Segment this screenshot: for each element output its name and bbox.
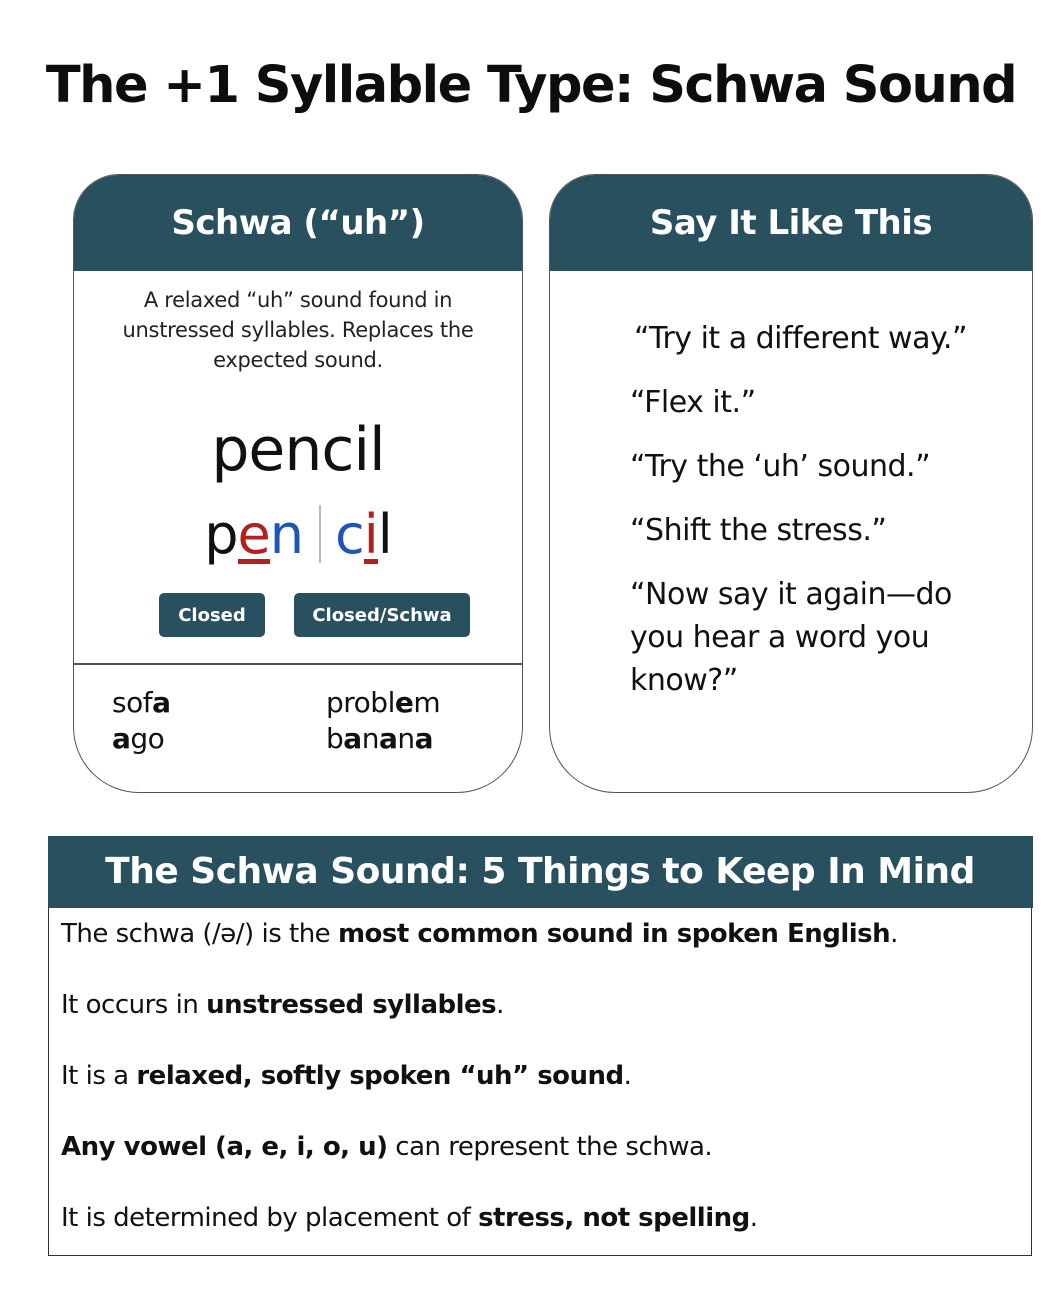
example-text: n (361, 722, 379, 755)
schwa-card-title: Schwa (“uh”) (171, 203, 425, 243)
point-text: It is a (61, 1061, 137, 1091)
syllable-2-end: l (377, 502, 392, 566)
point-emphasis: most common sound in spoken English (337, 919, 891, 949)
point-text: . (890, 919, 898, 949)
examples-column-1 (112, 685, 170, 757)
example-sofa (112, 685, 170, 721)
point-text: It is determined by placement of (61, 1203, 479, 1233)
phrase-item: “Try it a different way.” (634, 321, 968, 356)
syllable-divider (319, 505, 321, 563)
example-schwa: a (152, 686, 171, 719)
page-title: The +1 Syllable Type: Schwa Sound (45, 56, 1017, 115)
syllable-2-start: c (335, 502, 364, 566)
example-ago (112, 721, 170, 757)
schwa-definition: A relaxed “uh” sound found in unstressed syllables. Replaces the expected sound. (122, 288, 474, 372)
example-schwa: a (112, 722, 131, 755)
example-schwa: a (414, 722, 433, 755)
point-emphasis: unstressed syllables (206, 990, 497, 1020)
example-word: pencil (211, 415, 385, 485)
point-text: . (623, 1061, 632, 1091)
key-point-4 (61, 1132, 712, 1162)
example-schwa: e (394, 686, 414, 719)
tag-closed: Closed (159, 593, 265, 637)
example-banana (326, 721, 440, 757)
say-it-card-title: Say It Like This (649, 203, 933, 243)
point-text: . (496, 990, 504, 1020)
keep-in-mind-header: The Schwa Sound: 5 Things to Keep In Mind (48, 836, 1033, 908)
schwa-card-header (74, 175, 522, 271)
example-text: b (326, 722, 344, 755)
key-point-2 (61, 990, 504, 1020)
point-emphasis: stress, not spelling (478, 1203, 750, 1233)
phrase-item: “Try the ‘uh’ sound.” (630, 449, 931, 484)
example-schwa: a (343, 722, 362, 755)
point-emphasis: relaxed, softly spoken “uh” sound (136, 1061, 624, 1091)
examples-column-2 (326, 685, 440, 757)
syllable-1 (204, 503, 303, 566)
syllable-split (74, 499, 522, 569)
phrase-list (630, 317, 1004, 702)
key-point-3 (61, 1061, 631, 1091)
syllable-1-end: n (269, 502, 303, 566)
syllable-1-start: p (204, 502, 238, 566)
point-text: The schwa (/ə/) is the (61, 919, 338, 949)
card-divider (74, 663, 522, 665)
say-it-card-header (550, 175, 1032, 271)
point-text: It occurs in (61, 990, 207, 1020)
phrase-item: “Flex it.” (630, 385, 756, 420)
point-text: can represent the schwa. (387, 1132, 713, 1162)
schwa-vowel-1: e (237, 502, 270, 566)
point-text: . (749, 1203, 758, 1233)
key-point-5 (61, 1203, 758, 1233)
tag-closed-schwa: Closed/Schwa (294, 593, 470, 637)
example-text: go (130, 722, 165, 755)
example-text: sof (112, 686, 153, 719)
example-text: n (397, 722, 415, 755)
schwa-card (73, 174, 523, 793)
keep-in-mind-box (48, 836, 1032, 1256)
phrase-item: “Shift the stress.” (630, 513, 887, 548)
key-point-1 (61, 919, 898, 949)
phrase-item: “Now say it again—do you hear a word you know?” (630, 577, 952, 698)
example-text: probl (326, 686, 395, 719)
schwa-vowel-2: i (363, 502, 378, 566)
say-it-card (549, 174, 1033, 793)
point-emphasis: Any vowel (a, e, i, o, u) (61, 1132, 388, 1162)
example-text: m (413, 686, 441, 719)
example-problem (326, 685, 440, 721)
syllable-2 (335, 503, 392, 566)
example-schwa: a (378, 722, 398, 755)
